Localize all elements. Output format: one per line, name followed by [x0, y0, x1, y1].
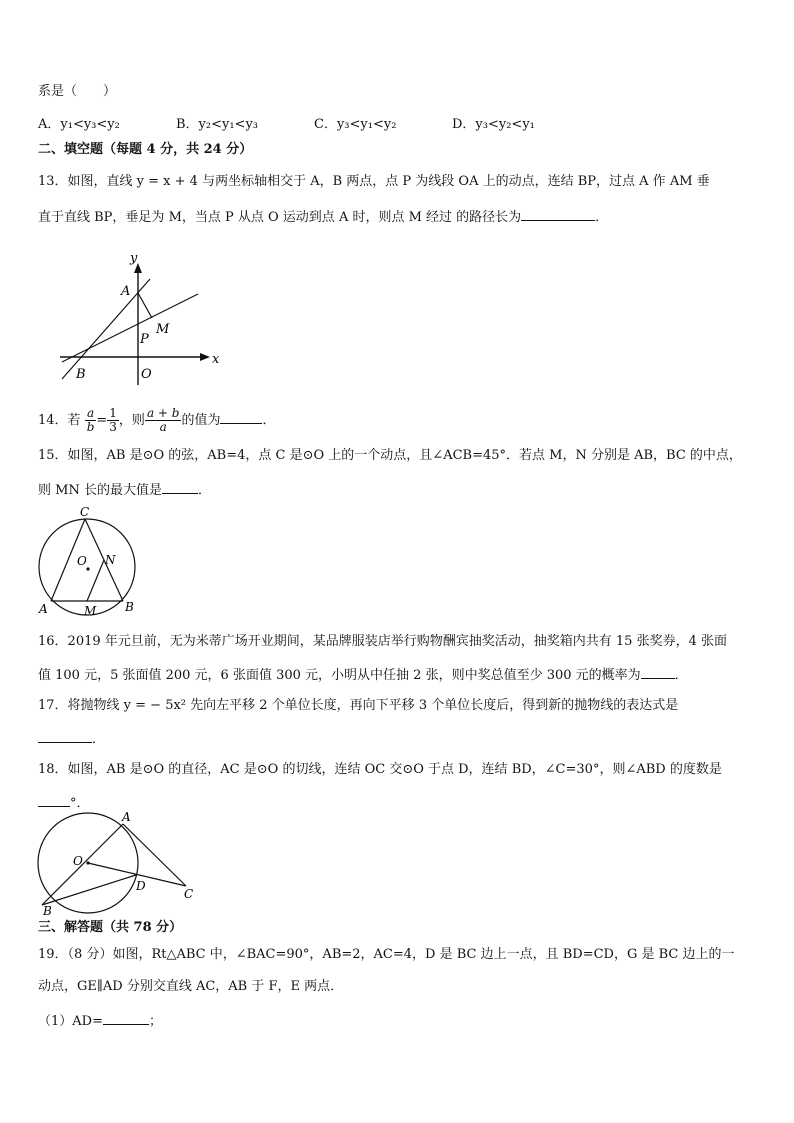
q16-line1: 16．2019 年元旦前，无为米蒂广场开业期间，某品牌服装店举行购物酬宾抽奖活动，抽奖箱内共有 15 张奖券，4 张面: [38, 634, 727, 649]
q15-figure: [30, 505, 145, 620]
q14-suffix: 的值为: [181, 413, 221, 428]
q14-end: ．: [262, 413, 276, 428]
q14-frac-a-over-b: $\frac{a}{b}$: [86, 406, 95, 434]
label-y: y: [130, 251, 138, 266]
q13-line2-end: ．: [595, 210, 609, 225]
q14-mid: ，则: [118, 413, 145, 428]
center-o-dot: [86, 861, 89, 864]
label-p: P: [140, 332, 149, 347]
label-o: O: [77, 554, 87, 568]
q18-line2-end: °．: [70, 796, 90, 811]
label-c: C: [80, 505, 90, 519]
section-3-title: 三、解答题（共 78 分）: [38, 920, 183, 935]
q16-line2: [38, 666, 688, 684]
center-o-dot: [86, 567, 89, 570]
q15-answer-blank: [162, 481, 198, 494]
q15-line1: 15．如图，AB 是⊙O 的弦，AB=4，点 C 是⊙O 上的一个动点，且∠ACB=45°．若点 M，N 分别是 AB，BC 的中点，: [38, 448, 742, 463]
q17-line2: [38, 730, 105, 748]
q19-line2: 动点，GE∥AD 分别交直线 AC，AB 于 F，E 两点．: [38, 979, 344, 994]
q14-line: [38, 404, 276, 438]
q19-sub1: [38, 1012, 162, 1030]
label-a: A: [122, 810, 131, 824]
section-2-title: 二、填空题（每题 4 分，共 24 分）: [38, 142, 253, 157]
label-a: A: [39, 602, 48, 616]
q19-sub1-end: ；: [148, 1014, 162, 1029]
label-a: A: [121, 284, 131, 299]
q14-equals: =: [96, 413, 108, 428]
q19-line1: 19．（8 分）如图，Rt△ABC 中，∠BAC=90°，AB=2，AC=4，D 是 BC 边上一点，且 BD=CD，G 是 BC 边上的一: [38, 947, 735, 962]
q13-figure: [50, 245, 240, 390]
q19-sub1-answer-blank: [103, 1012, 149, 1025]
q14-answer-blank: [220, 411, 262, 424]
q17-line2-end: ．: [92, 732, 106, 747]
q12-tail-text: 系是（ ）: [38, 84, 117, 99]
q13-line2: [38, 208, 608, 226]
q12-options: [38, 117, 535, 133]
q14-frac-one-third: $\frac{1}{3}$: [109, 406, 117, 434]
label-b: B: [43, 904, 52, 916]
option-c: C．y₃<y₁<y₂: [314, 117, 397, 132]
segment-am: [138, 293, 152, 318]
q17-answer-blank: [38, 730, 92, 743]
label-b: B: [125, 600, 134, 614]
segment-mn: [87, 560, 104, 601]
label-o: O: [141, 367, 152, 382]
label-d: D: [136, 879, 146, 893]
label-m: M: [156, 322, 170, 337]
label-m: M: [84, 604, 97, 618]
q17-line1: 17．将抛物线 y = − 5x² 先向左平移 2 个单位长度，再向下平移 3 个单位长度后，得到新的抛物线的表达式是: [38, 698, 679, 713]
label-b: B: [76, 367, 86, 382]
q15-line2-text: 则 MN 长的最大值是: [38, 483, 162, 498]
q18-line1: 18．如图，AB 是⊙O 的直径，AC 是⊙O 的切线，连结 OC 交⊙O 于点 D，连结 BD，∠C=30°，则∠ABD 的度数是: [38, 762, 722, 777]
q13-line1: 13．如图，直线 y = x + 4 与两坐标轴相交于 A，B 两点，点 P 为线段 OA 上的动点，连结 BP，过点 A 作 AM 垂: [38, 174, 710, 189]
q15-line2: [38, 481, 211, 499]
line-ab: [62, 279, 150, 379]
option-a: A．y₁<y₃<y₂: [38, 117, 120, 132]
q16-line2-text: 值 100 元，5 张面值 200 元，6 张面值 300 元，小明从中任抽 2 张，则中奖总值至少 300 元的概率为: [38, 668, 641, 683]
label-o: O: [73, 854, 83, 868]
q13-line2-text: 直于直线 BP，垂足为 M，当点 P 从点 O 运动到点 A 时，则点 M 经过 的路径长为: [38, 210, 522, 225]
x-axis-arrow: [200, 353, 210, 361]
option-d: D．y₃<y₂<y₁: [452, 117, 535, 132]
option-b: B．y₂<y₁<y₃: [176, 117, 259, 132]
q15-line2-end: ．: [197, 483, 211, 498]
q18-figure: [30, 808, 205, 916]
q14-prefix: 14．若: [38, 413, 81, 428]
line-bp: [62, 294, 198, 362]
q19-sub1-text: （1）AD=: [38, 1014, 103, 1029]
q16-line2-end: ．: [674, 668, 688, 683]
q18-answer-blank: [38, 794, 70, 807]
q14-frac-sum-over-a: $\frac{a + b}{a}$: [146, 406, 180, 434]
label-c: C: [184, 887, 194, 901]
q13-answer-blank: [521, 208, 595, 221]
label-x: x: [212, 352, 220, 367]
q16-answer-blank: [641, 666, 675, 679]
label-n: N: [105, 553, 116, 567]
